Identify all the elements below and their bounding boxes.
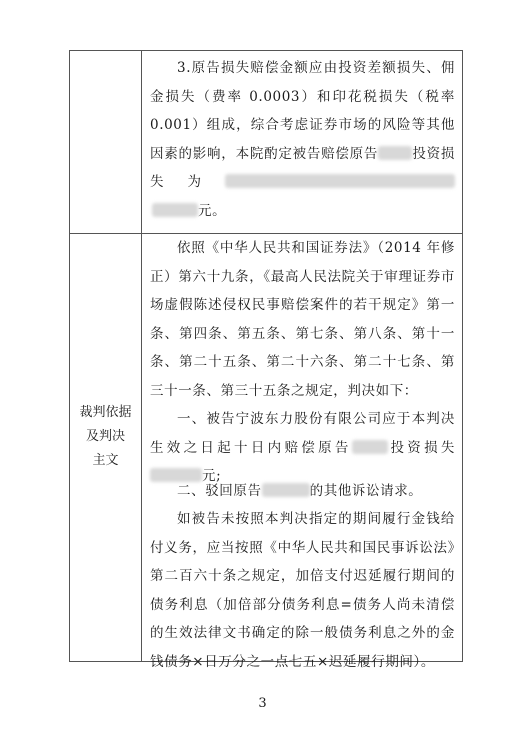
redacted-amount [225,174,455,188]
compensation-text-2: 投资损失为 [150,145,455,190]
column-divider [141,51,142,661]
judgment-table [69,50,463,670]
compensation-text-3: 元。 [198,202,227,219]
redacted-plaintiff-name [352,440,388,454]
judgment-item-2-text-2: 的其他诉讼请求。 [309,483,423,499]
judgment-item-1-text-3: 元; [202,468,222,484]
compensation-paragraph [150,54,455,225]
basis-label-line-3: 主文 [92,453,119,468]
redacted-plaintiff-name [262,483,310,497]
page-number: 3 [258,696,267,711]
judgment-item-1-text-2: 投资损失 [387,439,455,456]
judgment-item-2 [150,477,455,506]
legal-basis-paragraph: 依照《中华人民共和国证券法》（2014 年修正）第六十九条，《最高人民法院关于审理证券市场虚假陈述侵权民事赔偿案件的若干规定》第一条、第四条、第五条、第七条、第八条、第十一条、第二十五条、第二十六条、第二十七条、第三十一条、第三十五条之规定，判决如下： [150,240,455,399]
redacted-amount-2 [152,203,198,217]
judgment-item-2-text: 二、驳回原告 [177,483,262,499]
redacted-plaintiff-name [378,146,412,160]
judgment-item-1-text: 一、被告宁波东力股份有限公司应于本判决生效之日起十日内赔偿原告 [150,411,455,456]
enforcement-paragraph: 如被告未按照本判决指定的期间履行金钱给付义务，应当按照《中华人民共和国民事诉讼法》第二百六十条之规定，加倍支付迟延履行期间的债务利息（加倍部分债务利息=债务人尚未清偿的生效法律文书确定的除一般债务利息之外的金钱债务×日万分之一点七五×迟延履行期间）。 [150,511,455,670]
basis-label-line-2: 及判决 [85,429,125,444]
basis-label [70,401,141,473]
basis-label-line-1: 裁判依据 [79,405,132,420]
compensation-text: 3.原告损失赔偿金额应由投资差额损失、佣金损失（费率 0.0003）和印花税损失（税率 0.001）组成，综合考虑证券市场的风险等其他因素的影响，本院酌定被告赔偿原告 [150,60,455,162]
